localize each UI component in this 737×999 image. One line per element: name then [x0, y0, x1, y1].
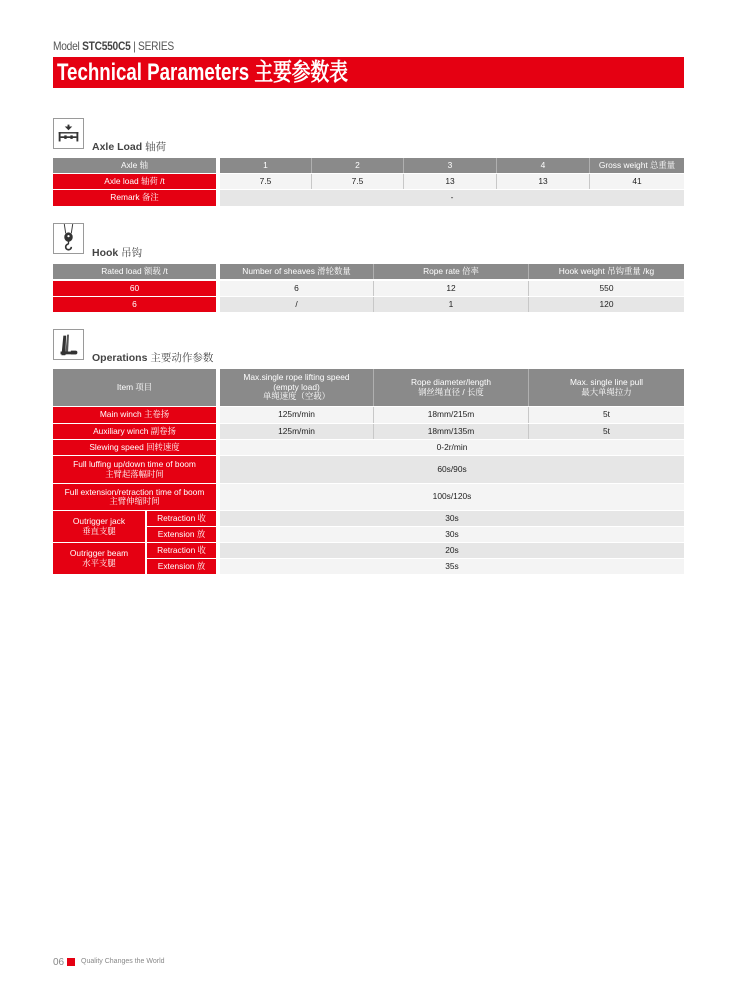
outrigger-beam-retraction-value: 20s: [220, 543, 684, 558]
axle-load-value-4: 13: [497, 174, 590, 189]
axle-header-2: 2: [312, 158, 404, 173]
axle-load-title-en: Axle Load: [92, 141, 143, 153]
luffing-time-label-en: Full luffing up/down time of boom: [73, 459, 196, 469]
model-prefix: Model: [53, 39, 83, 53]
remark-row-label: Remark 备注: [53, 190, 216, 206]
axle-icon: [53, 118, 84, 149]
outrigger-beam-label-cn: 水平支腿: [82, 557, 116, 568]
outrigger-beam-extension-value: 35s: [220, 559, 684, 574]
outrigger-jack-label: [53, 511, 146, 542]
hook-rope-rate-value: 12: [374, 281, 529, 296]
hook-weight-value: 120: [529, 297, 684, 312]
aux-winch-rope: 18mm/135m: [374, 424, 529, 439]
hook-sheaves-value: 6: [220, 281, 374, 296]
aux-winch-pull: 5t: [529, 424, 684, 439]
telescoping-time-label-cn: 主臂伸缩时间: [109, 496, 160, 506]
hook-rope-rate-value: 1: [374, 297, 529, 312]
hook-title: [92, 245, 142, 260]
main-winch-pull: 5t: [529, 407, 684, 423]
outrigger-jack-extension-value: 30s: [220, 527, 684, 542]
slewing-speed-label: Slewing speed 回转速度: [53, 440, 216, 455]
operations-title: [92, 350, 213, 365]
outrigger-beam-label: [53, 543, 146, 574]
ops-header-pull: [529, 369, 684, 406]
hook-header-rope-rate: Rope rate 倍率: [374, 264, 529, 279]
hook-header-hook-weight: Hook weight 吊钩重量 /kg: [529, 264, 684, 279]
page-title: Technical Parameters 主要参数表: [57, 59, 348, 86]
ops-header-pull-line2: 最大单绳拉力: [581, 386, 632, 397]
ops-header-speed: [220, 369, 374, 406]
ops-header-rope-line2: 钢丝绳直径 / 长度: [418, 386, 484, 397]
hook-icon: [53, 223, 84, 254]
axle-load-row-label: Axle load 轴荷 /t: [53, 174, 216, 189]
outrigger-jack-label-cn: 垂直支腿: [82, 525, 116, 536]
axle-header-4: 4: [497, 158, 590, 173]
axle-load-gross-value: 41: [590, 174, 684, 189]
outrigger-jack-retraction-label: Retraction 收: [147, 511, 216, 526]
main-winch-speed: 125m/min: [220, 407, 374, 423]
model-name: STC550C5: [82, 39, 131, 53]
outrigger-jack-extension-label: Extension 放: [147, 527, 216, 542]
telescoping-time-label-en: Full extension/retraction time of boom: [64, 486, 205, 497]
hook-title-cn: 吊钩: [121, 247, 143, 259]
outrigger-jack-label-en: Outrigger jack: [72, 516, 126, 526]
hook-header-sheaves: Number of sheaves 滑轮数量: [220, 264, 374, 279]
crane-boom-icon: [53, 329, 84, 360]
main-winch-label: Main winch 主卷扬: [53, 407, 216, 423]
luffing-time-value: 60s/90s: [220, 456, 684, 483]
ops-header-rope: [374, 369, 529, 406]
page-number: 06: [53, 957, 65, 968]
hook-row-label: 6: [53, 297, 216, 312]
axle-load-value-2: 7.5: [312, 174, 404, 189]
hook-weight-value: 550: [529, 281, 684, 296]
slewing-speed-value: 0-2r/min: [220, 440, 684, 455]
ops-header-speed-line3: 单绳速度（空载）: [263, 391, 330, 402]
axle-header-3: 3: [404, 158, 497, 173]
axle-load-value-3: 13: [404, 174, 497, 189]
ops-header-pull-line1: Max. single line pull: [569, 377, 644, 387]
outrigger-beam-retraction-label: Retraction 收: [147, 543, 216, 558]
ops-header-speed-line2: (empty load): [273, 381, 320, 392]
outrigger-beam-extension-label: Extension 放: [147, 559, 216, 574]
outrigger-beam-label-en: Outrigger beam: [69, 548, 129, 558]
axle-header-gross-weight: Gross weight 总重量: [590, 158, 684, 173]
luffing-time-label-cn: 主臂起落幅时间: [105, 468, 164, 479]
ops-header-rope-line1: Rope diameter/length: [410, 377, 492, 387]
telescoping-time-label: [53, 484, 216, 510]
hook-title-en: Hook: [92, 247, 119, 259]
aux-winch-label: Auxiliary winch 副卷扬: [53, 424, 216, 439]
hook-sheaves-value: /: [220, 297, 374, 312]
title-bar: [53, 57, 684, 88]
axle-load-title-cn: 轴荷: [145, 141, 167, 153]
ops-header-speed-line1: Max.single rope lifting speed: [243, 372, 350, 383]
operations-title-cn: 主要动作参数: [150, 352, 214, 364]
axle-header-label: Axle 轴: [53, 158, 216, 173]
luffing-time-label: [53, 456, 216, 483]
operations-title-en: Operations: [92, 352, 148, 364]
axle-load-title: [92, 139, 166, 154]
outrigger-jack-retraction-value: 30s: [220, 511, 684, 526]
series-label: | SERIES: [130, 39, 174, 53]
ops-header-item: Item 项目: [53, 369, 216, 406]
main-winch-rope: 18mm/215m: [374, 407, 529, 423]
footer-red-square: [67, 958, 75, 966]
remark-value: -: [220, 190, 684, 206]
hook-row-label: 60: [53, 281, 216, 296]
model-line: [53, 39, 174, 53]
hook-header-rated-load: Rated load 额载 /t: [53, 264, 216, 279]
footer-slogan: Quality Changes the World: [81, 958, 165, 965]
axle-header-1: 1: [220, 158, 312, 173]
aux-winch-speed: 125m/min: [220, 424, 374, 439]
axle-load-value-1: 7.5: [220, 174, 312, 189]
telescoping-time-value: 100s/120s: [220, 484, 684, 510]
